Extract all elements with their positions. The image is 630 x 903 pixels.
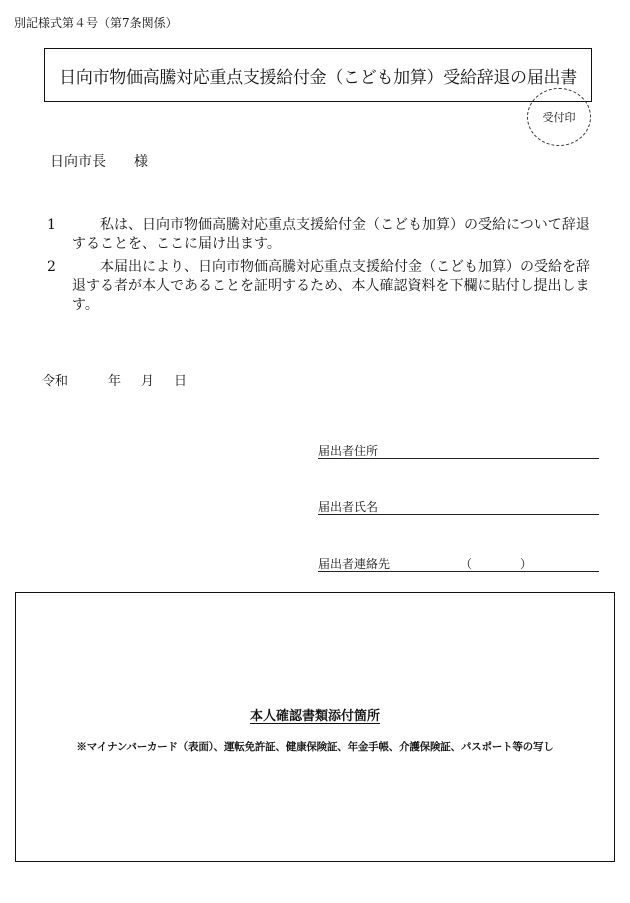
addressee-honorific: 様 — [134, 154, 148, 170]
id-document-attachment-area — [15, 592, 615, 862]
document-title-box — [44, 48, 592, 102]
date-era: 令和 — [42, 374, 69, 389]
date-month: 月 — [141, 374, 155, 389]
form-reference: 別記様式第４号（第7条関係） — [14, 16, 178, 30]
clause-text-wrapper — [72, 258, 600, 315]
addressee-name: 日向市長 — [50, 154, 106, 170]
applicant-name-label: 届出者氏名 — [318, 500, 379, 514]
addressee — [50, 151, 148, 171]
reception-stamp-area — [527, 88, 591, 146]
clause-1 — [47, 216, 607, 256]
clause-text: 私は、日向市物価高騰対応重点支援給付金（こども加算）の受給について辞退することを、ここに届け出ます。 — [72, 217, 590, 252]
clause-text-wrapper — [72, 216, 600, 254]
date-year: 年 — [108, 374, 122, 389]
document-title: 日向市物価高騰対応重点支援給付金（こども加算）受給辞退の届出書 — [59, 67, 577, 88]
applicant-contact-label: 届出者連絡先 — [318, 557, 391, 571]
applicant-address-label: 届出者住所 — [318, 444, 379, 458]
clause-number: 1 — [47, 217, 56, 233]
contact-parentheses: （ ） — [460, 557, 533, 571]
clause-text: 本届出により、日向市物価高騰対応重点支援給付金（こども加算）の受給を辞退する者が本人であることを証明するため、本人確認資料を下欄に貼付し提出します。 — [72, 259, 590, 313]
date-line — [42, 370, 187, 389]
id-document-attachment-note: ※マイナンバーカード（表面）、運転免許証、健康保険証、年金手帳、介護保険証、パスポート等の写し — [76, 741, 554, 753]
applicant-name-field[interactable] — [318, 498, 599, 515]
applicant-address-field[interactable] — [318, 442, 599, 459]
id-document-attachment-title: 本人確認書類添付箇所 — [249, 709, 380, 724]
clause-2 — [47, 258, 607, 318]
applicant-contact-field[interactable] — [318, 555, 599, 572]
clause-number: 2 — [47, 259, 56, 275]
date-day: 日 — [174, 374, 188, 389]
reception-stamp-label: 受付印 — [542, 111, 576, 124]
